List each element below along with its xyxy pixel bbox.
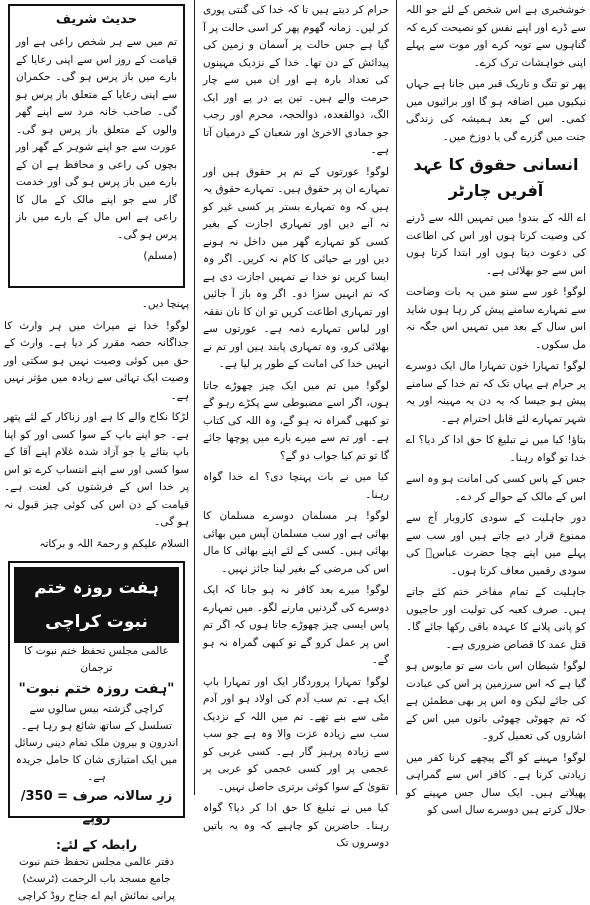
hadith-box	[8, 4, 185, 288]
ad-body: کراچی گزشتہ بیس سالوں سے تسلسل کے ساتھ شائع ہو رہا ہے۔ اندرون و بیرون ملک تمام دینی رسائل میں ایک امتیازی شان کا حامل جریدہ ہے۔	[14, 703, 179, 783]
paragraph: پہنچا دیں۔	[141, 298, 189, 310]
advertisement-box	[8, 561, 185, 902]
section-headline: انسانی حقوق کا عہد آفریں چارٹر	[413, 155, 579, 200]
paragraph: لوگو! خدا نے میراث میں ہر وارث کا جداگانہ حصہ مقرر کر دیا ہے۔ وارث کے حق میں کوئی وصیت نہیں ہو سکتی اور وصیت ایک تہائی سے زیادہ میں مؤثر نہیں ہے۔	[4, 319, 189, 402]
paragraph: پھر تو تنگ و تاریک قبر میں جانا ہے جہاں نیکیوں میں اضافہ ہو گا اور برائیوں میں کمی۔ اس کے بعد ہمیشہ کی زندگی جنت میں گزرے گی یا دوزخ میں۔	[406, 78, 586, 143]
paragraph: خوشخبری ہے اس شخص کے لئے جو اللہ سے ڈرے اور اپنے نفس کو نصیحت کرے کہ گناہوں سے توبہ کرے اور موت سے پہلے اپنی خواہشات ترک کرے۔	[406, 4, 586, 69]
middle-column	[195, 0, 395, 849]
ad-contact-heading: رابطہ کے لئے:	[55, 837, 138, 852]
paragraph: دور جاہلیت کے سودی کاروبار آج سے ممنوع قرار دیے جاتے ہیں اور سب سے پہلے میں اپنے چچا حضرت عباسؓ کی سودی رقمیں معاف کرتا ہوں۔	[406, 512, 586, 577]
paragraph: کیا میں نے بات پہنچا دی؟ اے خدا گواہ رہنا۔	[203, 471, 389, 501]
paragraph: بتاؤ! کیا میں نے تبلیغ کا حق ادا کر دیا؟ اے خدا تو گواہ رہنا۔	[406, 434, 586, 464]
hadith-text: تم میں سے ہر شخص راعی ہے اور قیامت کے روز اس سے اپنی رعایا کے بارے میں باز پرس ہو گی۔ حکمران سے اپنی رعایا کے متعلق باز پرس ہو گی۔ صاحب خانہ مرد سے اپنے گھر والوں کے متعلق باز پرس ہو گی۔ عورت سے جو اپنے شوہر کے گھر اور بچوں کی راعی و محافظ ہے ان کے بارے میں باز پرس ہو گی اور خدمت گار سے جو اپنے مالک کے مال کا راعی ہے اس مال کے بارے میں باز پرس ہو گی۔	[16, 36, 177, 241]
paragraph: لوگو! عورتوں کے تم پر حقوق ہیں اور تمہارے ان پر حقوق ہیں۔ تمہارے حقوق یہ ہیں کہ وہ تمہارے بستر پر کسی غیر کو نہ آنے دیں اور تمہاری اجازت کے بغیر کسی کو تمہارے گھر میں داخل نہ ہونے دیں اور بے حیائی کا کام نہ کریں۔ اگر وہ ایسا کریں تو خدا نے تمہیں اجازت دی ہے کہ تم انہیں سزا دو۔ اگر وہ باز آ جائیں اور تمہاری اطاعت کریں تو ان کا نان نفقہ اور لباس تمہارے ذمہ ہے۔ عورتوں سے بھلائی کرو، وہ تمہاری پابند ہیں اور تم نے انہیں خدا کی امانت کے طور پر لیا ہے۔	[203, 165, 389, 370]
ad-banner: ہفت روزہ ختم نبوت کراچی	[14, 567, 179, 643]
paragraph: لوگو! ہر مسلمان دوسرے مسلمان کا بھائی ہے اور سب مسلمان آپس میں بھائی بھائی ہیں۔ کسی کے لئے اپنے بھائی کا مال اس کی مرضی کے بغیر لینا جائز نہیں۔	[203, 510, 389, 575]
paragraph: حرام کر دیتے ہیں تا کہ خدا کی گنتی پوری کر لیں۔ زمانہ گھوم پھر کر اسی حالت پر آ گیا ہے جس حالت پر آسمان و زمین کی پیدائش کے دن تھا۔ خدا کے نزدیک مہینوں کی تعداد بارہ ہے اور ان میں سے چار حرمت والے ہیں۔ تین پے در پے اور ایک الگ، ذوالقعدہ، ذوالحجہ، محرم اور رجب جو جمادی الاخریٰ اور شعبان کے درمیان آتا ہے۔	[203, 4, 389, 156]
left-column	[0, 0, 193, 902]
paragraph: کیا میں نے تبلیغ کا حق ادا کر دیا؟ گواہ رہنا۔ حاضرین کو چاہیے کہ وہ یہ باتیں دوسروں تک	[203, 802, 389, 849]
ad-title: "ہفت روزہ ختم نبوت"	[18, 681, 175, 697]
paragraph: لوگو! میرے بعد کافر نہ ہو جانا کہ ایک دوسرے کی گردنیں مارنے لگو۔ میں تمہارے پاس ایسی چیز چھوڑے جاتا ہوں کہ اگر تم اس پر عمل کرو گے تو کبھی گمراہ نہ ہو گے۔	[203, 584, 389, 666]
ad-contact: دفتر عالمی مجلس تحفظ ختم نبوت جامع مسجد باب الرحمت (ٹرسٹ) پرانی نمائش ایم اے جناح روڈ کراچی	[17, 855, 176, 902]
paragraph: جاہلیت کے تمام مفاخر ختم کئے جاتے ہیں۔ صرف کعبہ کی تولیت اور حاجیوں کو پانی پلانے کا عہدہ باقی رکھا جائے گا۔ قتل عمد کا قصاص ضروری ہے۔	[406, 586, 586, 651]
ad-intro: عالمی مجلس تحفظ ختم نبوت کا ترجمان	[24, 645, 169, 674]
paragraph: لوگو! مہینے کو آگے پیچھے کرنا کفر میں زیادتی کرنا ہے۔ کافر اس سے گمراہی پھیلاتے ہیں۔ ایک سال جس مہینے کو حلال کرتے ہیں دوسرے سال اسی کو	[406, 751, 586, 816]
paragraph: جس کے پاس کسی کی امانت ہو وہ اسے اس کے مالک کے حوالے کر دے۔	[406, 473, 586, 503]
closing-salutation: السلام علیکم و رحمۃ اللہ و برکاتہ	[39, 537, 189, 550]
hadith-title: حدیث شریف	[55, 12, 138, 27]
paragraph: لڑکا نکاح والے کا ہے اور زناکار کے لئے پتھر ہے۔ جو اپنے باپ کے سوا کسی اور کو اپنا باپ بتائے یا جو آزاد شدہ غلام اپنے آقا کے سوا کسی اور سے اپنے انتساب کرے تو اس پر خدا اس کے فرشتوں کی لعنت ہے۔ قیامت کے دن اس کی کوئی چیز قبول نہ ہو گی۔	[4, 411, 189, 528]
paragraph: لوگو! غور سے سنو میں یہ بات وضاحت سے تمہارے سامنے پیش کر رہا ہوں شاید اس سال کے بعد میں تمہیں اس جگہ نہ مل سکوں۔	[406, 286, 586, 351]
paragraph: لوگو! میں تم میں ایک چیز چھوڑے جاتا ہوں، اگر اسے مضبوطی سے پکڑے رہو گے تو کبھی گمراہ نہ ہو گے، وہ اللہ کی کتاب ہے۔ اور تم سے میرے بارے میں پوچھا جائے گا تو تم کیا جواب دو گے؟	[203, 379, 389, 462]
hadith-source: (مسلم)	[143, 250, 177, 262]
paragraph: لوگو! تمہارا خون تمہارا مال ایک دوسرے پر حرام ہے یہاں تک کہ تم خدا کے سامنے پیش ہو جیسا کہ یہ دن یہ مہینہ اور یہ شہر تمہارے لئے قابل احترام ہے۔	[406, 360, 586, 425]
column-divider	[396, 0, 397, 795]
right-column	[398, 0, 590, 816]
paragraph: لوگو! شیطان اس بات سے تو مایوس ہو گیا ہے کہ اس سرزمین پر اس کی عبادت کی جائے لیکن وہ اس پر بھی مطمئن ہے کہ تم چھوٹی چھوٹی باتوں میں اس کے اشاروں کی تعمیل کرو۔	[406, 660, 586, 742]
paragraph: اے اللہ کے بندو! میں تمہیں اللہ سے ڈرنے کی وصیت کرتا ہوں اور اس کی اطاعت کی دعوت دیتا ہوں اور ابتدا کرتا ہوں اس سے جو بھلائی ہے۔	[406, 212, 586, 277]
paragraph: لوگو! تمہارا پروردگار ایک اور تمہارا باپ ایک ہے۔ تم سب آدم کی اولاد ہو اور آدم مٹی سے بنے تھے۔ تم میں اللہ کے نزدیک سب سے زیادہ عزت والا وہ ہے جو سب سے زیادہ پرہیز گار ہے۔ کسی عربی کو عجمی پر اور کسی عجمی کو عربی پر تقویٰ کے سوا کوئی برتری حاصل نہیں۔	[203, 675, 389, 793]
ad-price: زرِ سالانہ صرف = 350/ روپے	[20, 789, 173, 826]
